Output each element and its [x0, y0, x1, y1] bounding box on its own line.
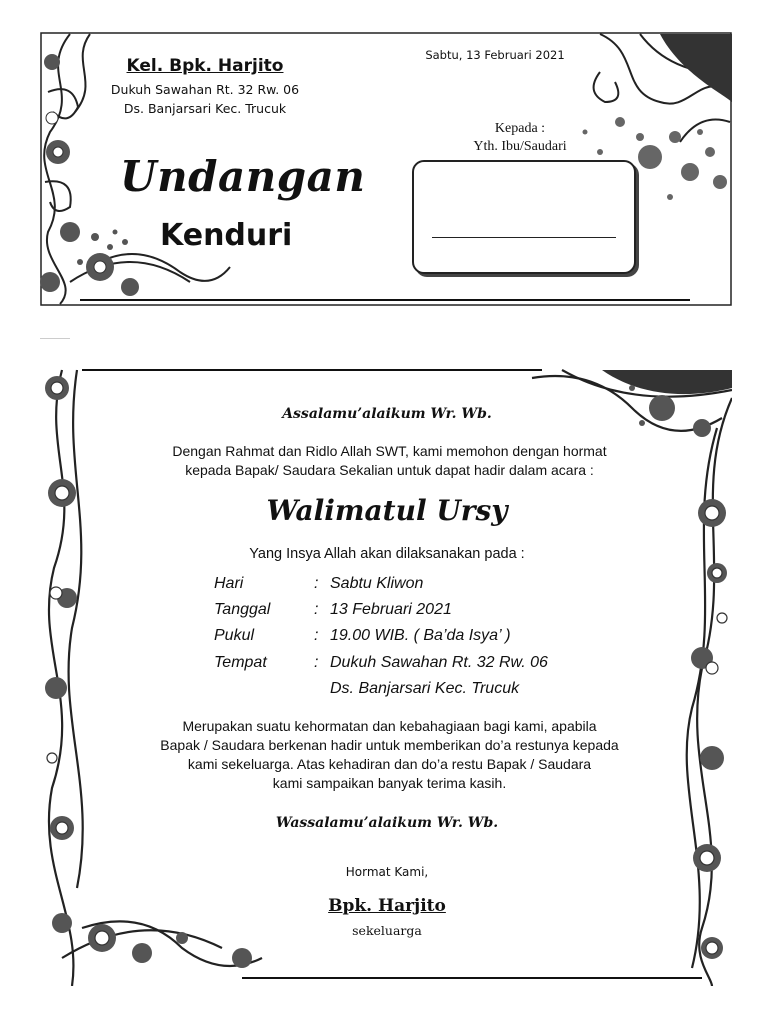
recipient-address-box: [412, 160, 636, 274]
detail-separator: :: [314, 575, 319, 592]
detail-label: Tanggal: [214, 601, 271, 618]
regards: Hormat Kami,: [345, 865, 429, 879]
signatory-name: Bpk. Harjito: [328, 896, 446, 916]
body-line: kami sekeluarga. Atas kehadiran dan do’a restu Bapak / Saudara: [187, 756, 592, 772]
body-line: Merupakan suatu kehormatan dan kebahagiaan bagi kami, apabila: [182, 718, 597, 734]
detail-label: Hari: [214, 575, 244, 592]
envelope-card: [40, 32, 732, 306]
greeting: Assalamu’alaikum Wr. Wb.: [282, 406, 492, 422]
recipient-salutation: Yth. Ibu/Saudari: [473, 139, 567, 154]
invitation-subtitle: Kenduri: [160, 218, 293, 253]
detail-value: Ds. Banjarsari Kec. Trucuk: [330, 680, 520, 697]
body-line: Bapak / Saudara berkenan hadir untuk memberikan do’a restunya kepada: [160, 737, 619, 753]
detail-value: Dukuh Sawahan Rt. 32 Rw. 06: [330, 654, 548, 671]
opening-line2: kepada Bapak/ Saudara Sekalian untuk dapat hadir dalam acara :: [185, 462, 594, 478]
detail-separator: :: [314, 627, 319, 644]
event-name: Walimatul Ursy: [266, 494, 508, 527]
recipient-name-line: [432, 237, 616, 238]
sender-name: Kel. Bpk. Harjito: [126, 56, 284, 76]
sender-address-line1: Dukuh Sawahan Rt. 32 Rw. 06: [110, 82, 300, 97]
letter-card: [42, 368, 732, 986]
closing-greeting: Wassalamu’alaikum Wr. Wb.: [275, 815, 499, 831]
detail-value: Sabtu Kliwon: [330, 575, 424, 592]
detail-separator: :: [314, 654, 319, 671]
recipient-label: Kepada :: [494, 121, 546, 136]
envelope-date: Sabtu, 13 Februari 2021: [425, 48, 565, 62]
detail-value: 19.00 WIB. ( Ba’da Isya’ ): [330, 627, 511, 644]
signatory-family: sekeluarga: [352, 923, 422, 938]
detail-separator: :: [314, 601, 319, 618]
schedule-intro: Yang Insya Allah akan dilaksanakan pada :: [249, 546, 525, 562]
signatory: [42, 896, 732, 916]
sender-address-line2: Ds. Banjarsari Kec. Trucuk: [123, 101, 287, 116]
body-line: kami sampaikan banyak terima kasih.: [272, 775, 507, 791]
detail-label: Tempat: [214, 654, 267, 671]
invitation-title: Undangan: [120, 152, 366, 201]
detail-label: Pukul: [214, 627, 255, 644]
opening-line1: Dengan Rahmat dan Ridlo Allah SWT, kami memohon dengan hormat: [172, 443, 607, 459]
recipient-block: [400, 120, 640, 156]
detail-value: 13 Februari 2021: [330, 601, 452, 618]
card-divider: [40, 338, 70, 339]
